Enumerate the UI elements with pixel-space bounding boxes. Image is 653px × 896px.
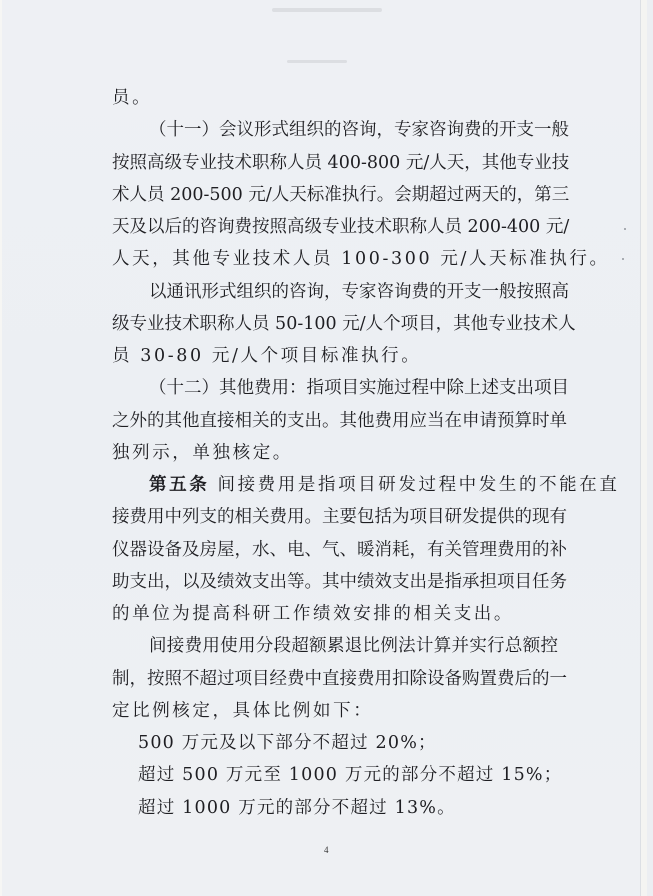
line-text: 独列示，单独核定。	[112, 442, 293, 463]
line-text: 间接费用是指项目研发过程中发生的不能在直	[217, 475, 620, 495]
text-line	[112, 308, 576, 340]
line-text: （十一）会议形式组织的咨询，专家咨询费的开支一般	[149, 120, 569, 141]
bleed-through-mark	[287, 60, 347, 63]
line-text: 定比例核定，具体比例如下：	[112, 700, 374, 721]
text-line	[112, 179, 570, 211]
text-line	[112, 534, 567, 566]
page-number: 4	[324, 845, 329, 855]
text-line	[112, 243, 610, 275]
text-line	[112, 82, 558, 114]
line-text: 的单位为提高科研工作绩效安排的相关支出。	[112, 604, 514, 624]
text-line	[112, 566, 567, 598]
page-edge	[640, 0, 647, 896]
ratio-item	[112, 759, 563, 791]
line-text: 以通讯形式组织的咨询，专家咨询费的开支一般按照高	[149, 281, 569, 302]
line-text: 级专业技术职称人员 50-100 元/人个项目，其他专业技术人	[112, 313, 576, 334]
text-line	[112, 372, 569, 404]
line-text: 接费用中列支的相关费用。主要包括为项目研发提供的现有	[112, 507, 567, 528]
text-line	[112, 340, 558, 372]
text-line	[112, 211, 570, 243]
text-line	[112, 630, 558, 662]
line-text: 间接费用使用分段超额累退比例法计算并实行总额控	[149, 636, 558, 657]
line-text: 员 30-80 元/人个项目标准执行。	[112, 346, 422, 366]
text-line	[112, 663, 567, 695]
line-text: 之外的其他直接相关的支出。其他费用应当在申请预算时单	[112, 410, 567, 431]
line-text: 按照高级专业技术职称人员 400-800 元/人天，其他专业技	[112, 152, 570, 173]
line-text: 超过 1000 万元的部分不超过 13%。	[138, 797, 456, 818]
line-text: 助支出，以及绩效支出等。其中绩效支出是指承担项目任务	[112, 571, 567, 592]
line-text: 仪器设备及房屋，水、电、气、暖消耗，有关管理费用的补	[112, 539, 567, 560]
text-line	[112, 147, 570, 179]
text-line	[112, 437, 558, 469]
text-line	[112, 405, 567, 437]
text-line	[112, 114, 569, 146]
line-text: 超过 500 万元至 1000 万元的部分不超过 15%；	[138, 765, 563, 786]
text-line	[112, 598, 558, 630]
text-line	[112, 695, 558, 727]
line-text: （十二）其他费用：指项目实施过程中除上述支出项目	[149, 378, 569, 399]
bleed-through-mark	[272, 8, 382, 12]
line-text: 员。	[112, 88, 153, 108]
body-text	[112, 82, 620, 824]
ratio-item	[112, 792, 558, 824]
line-text: 制，按照不超过项目经费中直接费用扣除设备购置费后的一	[112, 668, 567, 689]
text-line	[112, 276, 569, 308]
article-heading-line	[112, 469, 620, 501]
line-text: 500 万元及以下部分不超过 20%；	[138, 733, 437, 753]
scan-speck	[622, 258, 624, 260]
ratio-item	[112, 727, 558, 759]
line-text: 天及以后的咨询费按照高级专业技术职称人员 200-400 元/	[112, 217, 570, 237]
article-label: 第五条	[149, 475, 210, 495]
line-text: 术人员 200-500 元/人天标准执行。会期超过两天的，第三	[112, 184, 570, 205]
text-line	[112, 501, 567, 533]
line-text: 人天，其他专业技术人员 100-300 元/人天标准执行。	[112, 249, 610, 270]
scan-speck	[624, 228, 626, 230]
